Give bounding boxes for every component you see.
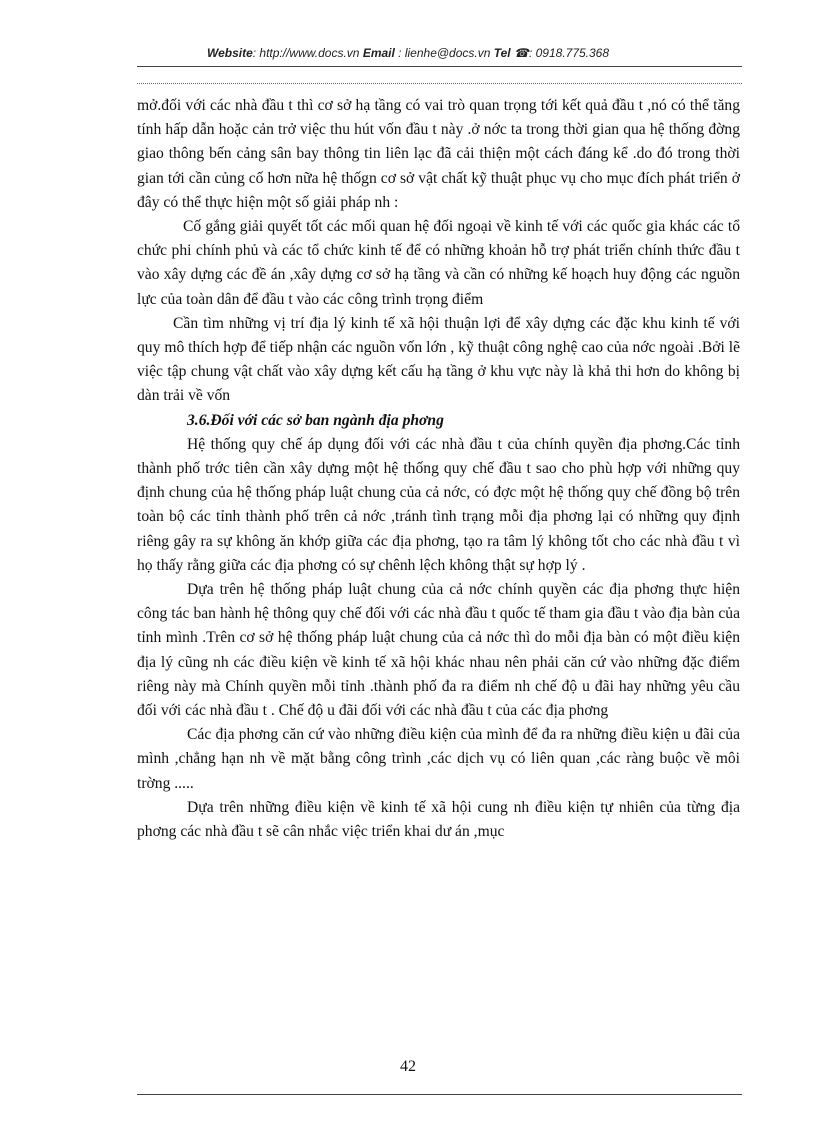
page-header	[0, 46, 816, 60]
footer-rule	[137, 1094, 742, 1095]
document-body	[137, 94, 740, 844]
paragraph: Dựa trên hệ thống pháp luật chung của cả nớc chính quyền các địa phơng thực hiện công tác ban hành hệ thông quy chế đối với các nhà đầu t quốc tế tham gia đầu t vào địa bàn của tỉnh mình .Trên cơ sở hệ thống pháp luật chung của cả nớc thì do mỗi địa bàn có một điều kiện địa lý cũng nh các điều kiện về kinh tế xã hội khác nhau nên phải căn cứ vào những đặc điểm riêng này mà Chính quyền mỗi tỉnh .thành phố đa ra điểm nh chế độ u đãi hay những yêu cầu đối với các nhà đầu t . Chế độ u đãi đối với các nhà đầu t của các địa phơng	[137, 581, 740, 720]
paragraph: Dựa trên những điều kiện về kinh tế xã hội cung nh điều kiện tự nhiên của từng địa phơng các nhà đầu t sẽ cân nhắc việc triển khai dư án ,mục	[137, 798, 740, 841]
paragraph: mở.đối với các nhà đầu t thì cơ sở hạ tầng có vai trò quan trọng tới kết quả đầu t ,nó có thể tăng tính hấp dẫn hoặc cản trở việc thu hút vốn đầu t này .ở nớc ta trong thời gian qua hệ thống đờng giao thông bến cảng sân bay thông tin liên lạc đã cải thiện một cách đáng kể .do đó trong thời gian tới cần củng cố hơn nữa hệ thốgn cơ sở vật chất kỹ thuật phục vụ cho mục đích phát triển ở đây có thể thực hiện một số giải pháp nh :	[137, 97, 740, 211]
email-label: Email	[362, 46, 395, 60]
page-number: 42	[400, 1058, 416, 1075]
email-value: : lienhe@docs.vn	[398, 46, 491, 60]
paragraph: Cần tìm những vị trí địa lý kinh tế xã hội thuận lợi để xây dựng các đặc khu kinh tế với quy mô thích hợp để tiếp nhận các nguồn vốn lớn , kỹ thuật công nghệ cao của nớc ngoài .Bởi lẽ việc tập chung vật chất vào xây dựng kết cấu hạ tầng ở khu vực này là khả thi hơn do không bị dàn trải về vốn	[137, 314, 740, 405]
tel-label: Tel	[493, 46, 511, 60]
paragraph: Cố gắng giải quyết tốt các mối quan hệ đối ngoại về kinh tế với các quốc gia khác các tổ chức phi chính phủ và các tổ chức kinh tế để có những khoản hỗ trợ phát triển chính thức đầu t vào xây dựng các đề án ,xây dựng cơ sở hạ tầng và cần có những kế hoạch huy động các nguồn lực của toàn dân để đầu t vào các công trình trọng điểm	[137, 218, 740, 308]
website-value: : http://www.docs.vn	[252, 46, 360, 60]
paragraph: Hệ thống quy chế áp dụng đối với các nhà đầu t của chính quyền địa phơng.Các tỉnh thành phố trớc tiên cần xây dựng một hệ thống quy chế đầu t sao cho phù hợp với những quy định chung của hệ thống pháp luật chung của cả nớc, có đợc một hệ thống quy chế đồng bộ trên toàn bộ các tỉnh thành phố trên cả nớc ,tránh tình trạng mỗi địa phơng lại có những quy định riêng gây ra sự không ăn khớp giữa các địa phơng, tạo ra tâm lý không tốt cho các nhà đầu t vì họ thấy rằng giữa các địa phơng có sự chênh lệch không thật sự hợp lý .	[137, 435, 740, 574]
tel-value: : 0918.775.368	[528, 46, 610, 60]
paragraph: Các địa phơng căn cứ vào những điều kiện của mình để đa ra những điều kiện u đãi của mình ,chẳng hạn nh về mặt bằng công trình ,các dịch vụ có liên quan ,các ràng buộc về môi trờng .....	[137, 726, 740, 792]
phone-icon: ☎	[514, 46, 529, 60]
section-heading: 3.6.Đối với các sở ban ngành địa phơng	[187, 411, 444, 429]
header-dotted-rule	[137, 83, 742, 84]
website-label: Website	[206, 46, 253, 60]
header-rule	[137, 66, 742, 67]
